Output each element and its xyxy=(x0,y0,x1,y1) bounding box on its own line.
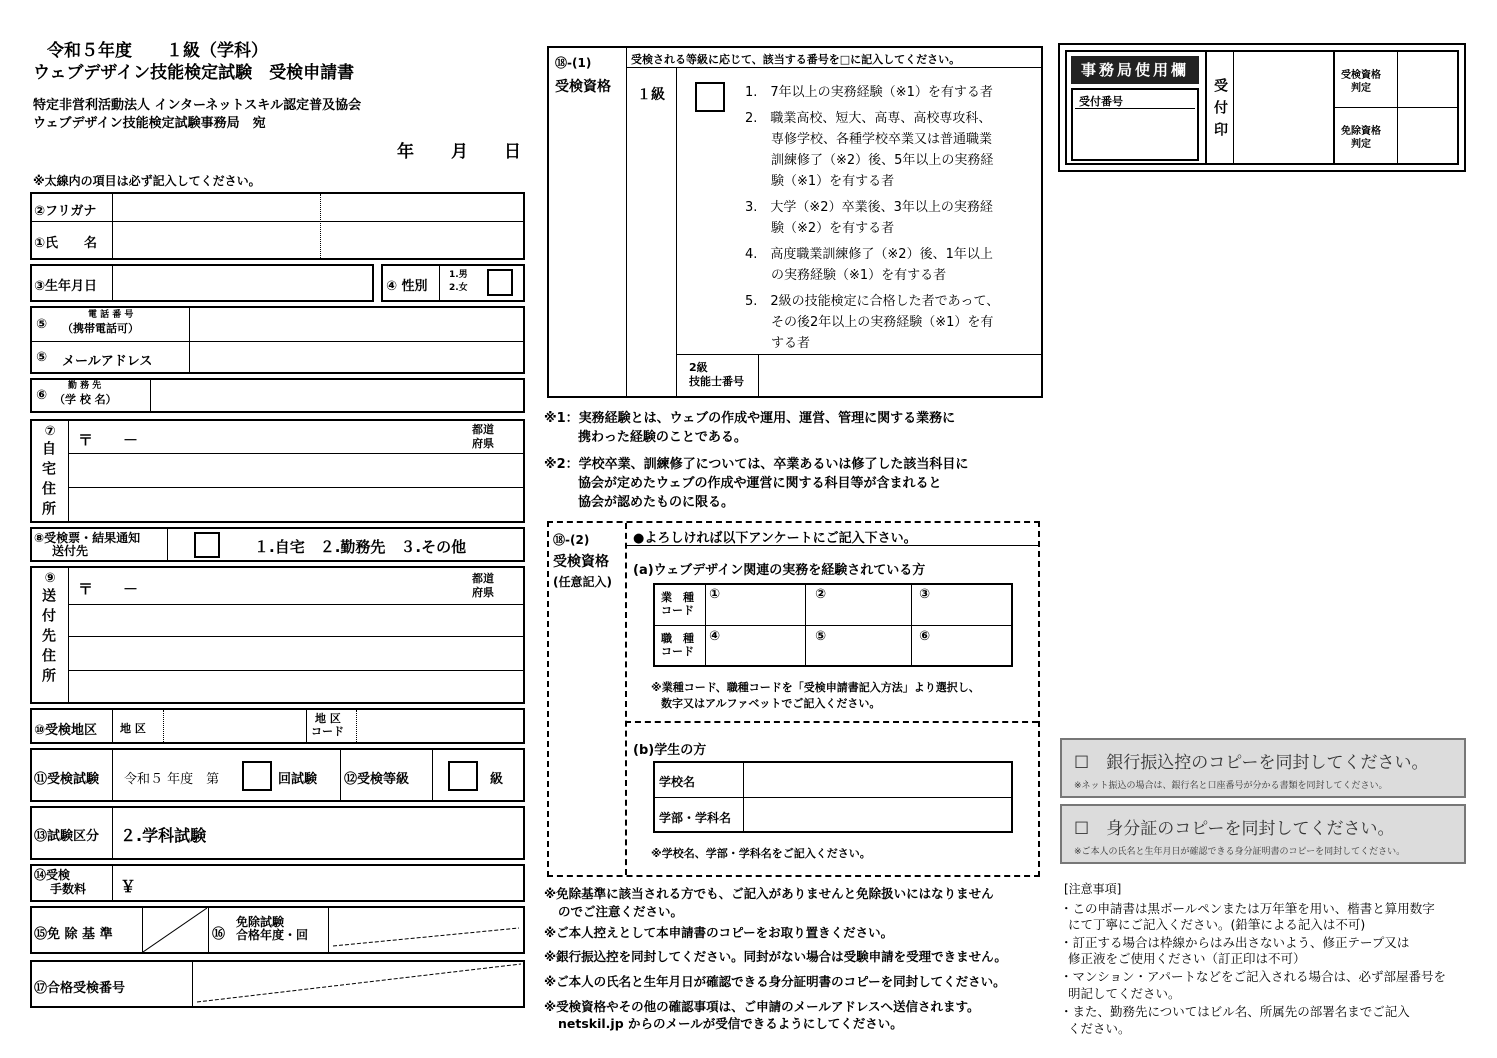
survey-student-table xyxy=(653,761,1013,833)
qual-item: 訓練修了（※2）後、5年以上の実務経 xyxy=(771,153,994,168)
send-address-line-2[interactable] xyxy=(70,638,521,669)
phone-input[interactable] xyxy=(191,309,521,340)
caution-line: ・また、勤務先についてはビル名、所属先の部署名までご記入 xyxy=(1060,1004,1410,1019)
home-pref-1: 都道 xyxy=(472,423,494,436)
note-line: 協会が定めたウェブの作成や運営に関する科目等が含まれると xyxy=(578,476,942,491)
birth-input[interactable] xyxy=(114,267,370,299)
category-label: ⑬試験区分 xyxy=(34,829,100,844)
area-code-label-2: コード xyxy=(311,725,344,738)
note-line: netskil.jp からのメールが受信できるようにしてください。 xyxy=(558,1016,903,1031)
job-code-label-2: コード xyxy=(661,645,694,658)
name-sei-input[interactable] xyxy=(114,223,318,257)
qual-item: その後2年以上の実務経験（※1）を有 xyxy=(771,315,994,330)
pass-number-block xyxy=(30,960,525,1008)
code-cell-3[interactable]: ③ xyxy=(919,587,931,602)
office-name: ウェブデザイン技能検定試験事務局 宛 xyxy=(33,116,266,131)
send-pref-1: 都道 xyxy=(472,572,494,585)
grade-label: ⑫受検等級 xyxy=(344,772,410,787)
exempt-slash xyxy=(143,908,207,952)
contact-block xyxy=(30,306,525,374)
qual-grade: １級 xyxy=(637,87,665,103)
gender-opt-male: 1.男 xyxy=(449,270,468,280)
home-address-block xyxy=(30,419,525,523)
id-enclosure-note: ※ご本人の氏名と生年月日が確認できる身分証明書のコピーを同封してください。 xyxy=(1074,847,1406,857)
exam-block xyxy=(30,748,525,802)
area-code-input[interactable] xyxy=(358,711,521,741)
grade-input[interactable] xyxy=(448,761,478,791)
home-num: ⑦ xyxy=(44,424,56,439)
bank-enclosure-text: ☐ 銀行振込控のコピーを同封してください。 xyxy=(1074,753,1429,773)
send-address-block xyxy=(30,566,525,704)
cert-number-input[interactable] xyxy=(760,356,1041,396)
exempt-year-input[interactable] xyxy=(330,909,521,951)
area-code-label-1: 地 区 xyxy=(315,712,341,725)
form-title: ウェブデザイン技能検定試験 受検申請書 xyxy=(33,63,355,83)
caution-line: にて丁寧にご記入ください。(鉛筆による記入は不可) xyxy=(1068,917,1366,932)
exam-label: ⑪受検試験 xyxy=(34,772,100,787)
gender-block xyxy=(381,264,525,302)
dept-input[interactable] xyxy=(745,799,1009,829)
area-input[interactable] xyxy=(165,711,304,741)
survey-header: ●よろしければ以下アンケートにご記入下さい。 xyxy=(633,531,917,546)
furigana-label: ②フリガナ xyxy=(34,204,97,219)
receipt-number-box xyxy=(1071,88,1199,161)
exempt-judge-label-1: 免除資格 xyxy=(1341,126,1381,137)
cert-label-2: 技能士番号 xyxy=(689,375,744,388)
exam-year: 令和５ 年度 第 xyxy=(124,772,220,787)
date-month: 月 xyxy=(451,142,468,162)
exempt-year-label-1: 免除試験 xyxy=(236,915,285,929)
qual-item: 2. 職業高校、短大、高専、高校専攻科、 xyxy=(745,111,992,126)
survey-block xyxy=(547,521,1040,877)
qual-item: 3. 大学（※2）卒業後、3年以上の実務経 xyxy=(745,200,993,215)
code-cell-5[interactable]: ⑤ xyxy=(815,629,827,644)
note-line: 携わった経験のことである。 xyxy=(578,430,747,445)
send-address-line-1[interactable] xyxy=(70,606,521,635)
office-use-block xyxy=(1058,43,1466,172)
home-vert-label: 自宅住所 xyxy=(40,441,56,521)
note-line: ※1：実務経験とは、ウェブの作成や運用、運営、管理に関する業務に xyxy=(544,411,956,426)
survey-num: ⑱-(2) xyxy=(553,533,590,547)
category-value: ２.学科試験 xyxy=(120,826,207,845)
birth-block xyxy=(30,264,374,302)
furigana-sei-input[interactable] xyxy=(114,195,318,220)
survey-b-note: ※学校名、学部・学科名をご記入ください。 xyxy=(651,847,871,860)
work-label-2: （学 校 名） xyxy=(54,393,117,406)
survey-a-note-1: ※業種コード、職種コードを「受検申請書記入方法」より選択し、 xyxy=(651,681,980,694)
home-address-line-1[interactable] xyxy=(70,455,521,486)
exempt-year-label-2: 合格年度・回 xyxy=(236,928,309,942)
mail-label: メールアドレス xyxy=(62,354,153,369)
code-cell-6[interactable]: ⑥ xyxy=(919,629,931,644)
pass-number-label: ⑰合格受検番号 xyxy=(34,981,126,996)
gender-input-box[interactable] xyxy=(487,269,513,296)
code-cell-1[interactable]: ① xyxy=(709,587,721,602)
caution-line: ・この申請書は黒ボールペンまたは万年筆を用い、楷書と算用数字 xyxy=(1060,901,1435,916)
job-code-label-1: 職 種 xyxy=(661,632,694,645)
area-label: ⑩受検地区 xyxy=(34,723,98,738)
name-block xyxy=(30,192,525,260)
note-line: ※免除基準に該当される方でも、ご記入がありませんと免除扱いにはなりません xyxy=(544,886,994,901)
qual-label: 受検資格 xyxy=(555,79,611,95)
pass-number-input[interactable] xyxy=(194,963,521,1005)
cert-label-1: 2級 xyxy=(689,361,708,374)
exempt-block xyxy=(30,906,525,954)
grade-unit: 級 xyxy=(490,772,504,787)
dept-label: 学部・学科名 xyxy=(659,811,732,825)
caution-line: 明記してください。 xyxy=(1068,986,1181,1001)
name-label: ①氏 名 xyxy=(34,236,98,251)
work-num: ⑥ xyxy=(36,388,48,403)
note-line: 協会が認めたものに限る。 xyxy=(578,495,735,510)
name-mei-input[interactable] xyxy=(322,223,521,257)
qual-item: 験（※2）を有する者 xyxy=(771,221,895,236)
send-vert-label: 送付先住所 xyxy=(40,588,56,688)
fee-label-2: 手数料 xyxy=(50,882,87,896)
date-day: 日 xyxy=(504,142,521,162)
note-line: ※2：学校卒業、訓練修了については、卒業あるいは修了した該当科目に xyxy=(544,457,969,472)
work-block xyxy=(30,378,525,413)
industry-code-label-2: コード xyxy=(661,604,694,617)
stamp-label: 受付印 xyxy=(1212,78,1228,144)
qual-item: の実務経験（※1）を有する者 xyxy=(771,268,947,283)
dest-options: １.自宅 ２.勤務先 ３.その他 xyxy=(254,538,467,556)
caution-line: 修正液をご使用ください（訂正印は不可） xyxy=(1068,951,1306,966)
survey-label: 受検資格 xyxy=(553,554,609,570)
exempt-label: ⑮免 除 基 準 xyxy=(34,927,113,942)
qual-item: 験（※1）を有する者 xyxy=(771,174,895,189)
qual-judge-label-1: 受検資格 xyxy=(1341,70,1381,81)
qualification-block xyxy=(547,46,1043,398)
qual-judge-label-2: 判定 xyxy=(1351,83,1371,94)
qual-item: 4. 高度職業訓練修了（※2）後、1年以上 xyxy=(745,247,993,262)
required-note: ※太線内の項目は必ず記入してください。 xyxy=(33,174,261,188)
dest-label-1: ⑧受検票・結果通知 xyxy=(34,531,141,545)
fee-label-1: ⑭受検 xyxy=(34,868,71,882)
qual-item: 専修学校、各種学校卒業又は普通職業 xyxy=(771,132,993,147)
industry-code-label-1: 業 種 xyxy=(661,591,694,604)
note-line: ※ご本人の氏名と生年月日が確認できる身分証明書のコピーを同封してください。 xyxy=(544,974,1006,989)
area-sub-label: 地 区 xyxy=(120,722,146,735)
category-block xyxy=(30,806,525,860)
caution-line: ・マンション・アパートなどをご記入される場合は、必ず部屋番号を xyxy=(1060,969,1446,984)
bank-enclosure-box[interactable] xyxy=(1060,738,1466,798)
furigana-mei-input[interactable] xyxy=(322,195,521,220)
fee-block xyxy=(30,864,525,902)
note-line: ※銀行振込控を同封してください。同封がない場合は受験申請を受理できません。 xyxy=(544,949,1007,964)
mail-input[interactable] xyxy=(191,343,521,371)
area-block xyxy=(30,708,525,744)
date-year: 年 xyxy=(397,142,414,162)
org-name: 特定非営利活動法人 インターネットスキル認定普及協会 xyxy=(33,98,362,113)
qual-input-box[interactable] xyxy=(695,82,725,112)
qual-num: ⑱-(1) xyxy=(555,56,592,70)
id-enclosure-box[interactable] xyxy=(1060,804,1466,864)
qual-instruction: 受検される等級に応じて、該当する番号を□に記入してください。 xyxy=(631,53,961,66)
send-postal: 〒 － xyxy=(78,580,139,598)
phone-label-1: 電 話 番 号 xyxy=(88,310,134,320)
exam-round-label: 回試験 xyxy=(278,772,318,787)
dest-label-2: 送付先 xyxy=(52,544,89,558)
survey-a-note-2: 数字又はアルファベットでご記入ください。 xyxy=(661,697,881,710)
school-label: 学校名 xyxy=(659,775,696,789)
code-cell-2[interactable]: ② xyxy=(815,587,827,602)
home-postal: 〒 － xyxy=(78,431,139,449)
code-cell-4[interactable]: ④ xyxy=(709,629,721,644)
birth-label: ③生年月日 xyxy=(34,279,98,294)
work-label-1: 勤 務 先 xyxy=(68,381,102,391)
cautions-title: [注意事項] xyxy=(1064,882,1122,896)
note-line: のでご注意ください。 xyxy=(558,904,684,919)
exempt-year-num: ⑯ xyxy=(212,927,226,942)
caution-line: ください。 xyxy=(1068,1021,1131,1036)
qual-item: する者 xyxy=(771,336,811,351)
destination-block xyxy=(30,527,525,562)
phone-num: ⑤ xyxy=(36,317,48,332)
office-use-title: 事務局使用欄 xyxy=(1071,56,1199,84)
caution-line: ・訂正する場合は枠線からはみ出さないよう、修正テープ又は xyxy=(1060,935,1410,950)
qual-item: 1. 7年以上の実務経験（※1）を有する者 xyxy=(745,85,993,100)
send-pref-2: 府県 xyxy=(472,586,494,599)
id-enclosure-text: ☐ 身分証のコピーを同封してください。 xyxy=(1074,819,1395,839)
exempt-judge-label-2: 判定 xyxy=(1351,139,1371,150)
survey-sub: (任意記入) xyxy=(553,575,612,589)
exam-round-input[interactable] xyxy=(242,761,272,791)
phone-label-2: （携帯電話可） xyxy=(62,322,139,335)
dest-input-box[interactable] xyxy=(194,532,220,558)
send-address-line-3[interactable] xyxy=(70,672,521,701)
gender-label: ④ 性別 xyxy=(386,279,428,294)
note-line: ※受検資格やその他の確認事項は、ご申請のメールアドレスへ送信されます。 xyxy=(544,999,980,1014)
bank-enclosure-note: ※ネット振込の場合は、銀行名と口座番号が分かる書類を同封してください。 xyxy=(1074,781,1388,791)
note-line: ※ご本人控えとして本申請書のコピーをお取り置きください。 xyxy=(544,925,894,940)
receipt-number-label: 受付番号 xyxy=(1079,95,1123,108)
work-input[interactable] xyxy=(152,381,521,410)
school-input[interactable] xyxy=(745,764,1009,796)
survey-a-title: (a)ウェブデザイン関連の実務を経験されている方 xyxy=(633,563,926,578)
gender-opt-female: 2.女 xyxy=(449,283,468,293)
survey-b-title: (b)学生の方 xyxy=(633,743,707,758)
survey-code-table xyxy=(653,583,1013,667)
qual-item: 5. 2級の技能検定に合格した者であって、 xyxy=(745,294,1000,309)
mail-num: ⑤ xyxy=(36,350,48,365)
send-num: ⑨ xyxy=(44,571,56,586)
home-pref-2: 府県 xyxy=(472,437,494,450)
home-address-line-2[interactable] xyxy=(70,489,521,520)
year-level: 令和５年度 １級（学科） xyxy=(47,41,268,61)
fee-value: ￥ xyxy=(120,877,137,896)
